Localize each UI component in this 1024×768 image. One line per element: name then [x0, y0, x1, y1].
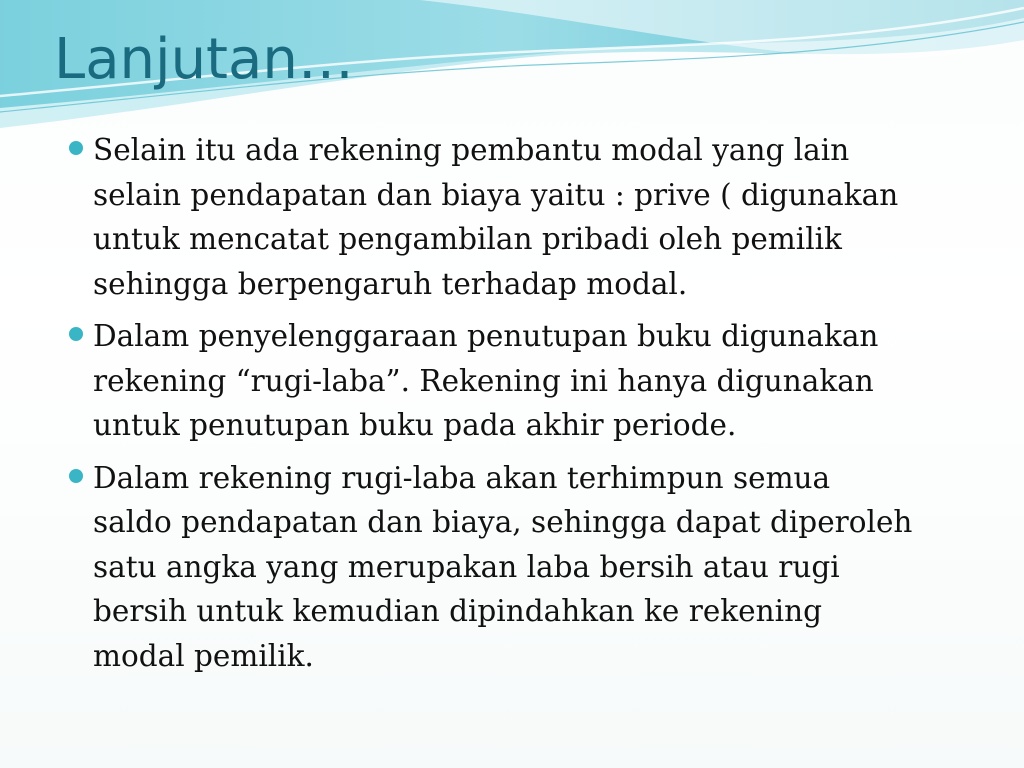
bullet-dot-icon	[69, 469, 83, 483]
bullet-dot-icon	[69, 141, 83, 155]
bullet-item-2	[68, 314, 968, 448]
bullet-text: Selain itu ada rekening pembantu modal yang lain selain pendapatan dan biaya yaitu : prive ( digunakan untuk mencatat pengambilan pribadi oleh pemilik sehingga berpengaruh terhadap modal.	[93, 133, 899, 301]
bullet-dot-icon	[69, 327, 83, 341]
bullet-item-3	[68, 456, 968, 679]
slide-title: Lanjutan…	[54, 27, 354, 92]
bullet-item-1	[68, 128, 968, 306]
bullet-text: Dalam rekening rugi-laba akan terhimpun semua saldo pendapatan dan biaya, sehingga dapat diperoleh satu angka yang merupakan laba bersih atau rugi bersih untuk kemudian dipindahkan ke rekening modal pemilik.	[93, 460, 913, 673]
bullet-list	[68, 128, 968, 686]
bullet-text: Dalam penyelenggaraan penutupan buku digunakan rekening “rugi-laba”. Rekening ini hanya digunakan untuk penutupan buku pada akhir periode.	[93, 319, 879, 442]
